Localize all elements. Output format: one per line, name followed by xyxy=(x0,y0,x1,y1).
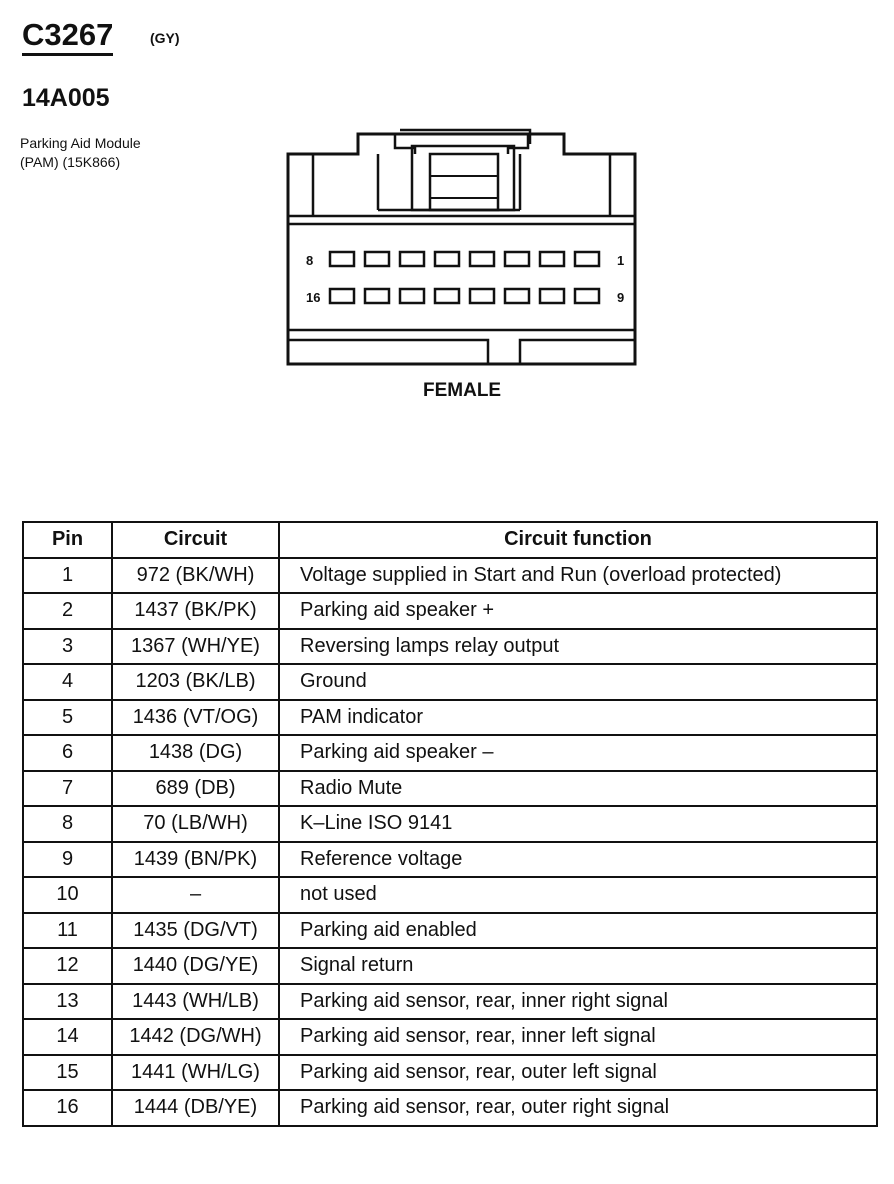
pin-cell: 6 xyxy=(23,735,112,771)
function-cell: Parking aid sensor, rear, outer left signal xyxy=(279,1055,877,1091)
table-row xyxy=(23,771,877,807)
pinout-table xyxy=(22,521,878,1127)
circuit-cell: 1444 (DB/YE) xyxy=(112,1090,279,1126)
cavity-5 xyxy=(435,252,459,266)
pin-cell: 11 xyxy=(23,913,112,949)
pin-label-8: 8 xyxy=(306,253,314,268)
table-row xyxy=(23,735,877,771)
pin-cell: 12 xyxy=(23,948,112,984)
cavity-6 xyxy=(400,252,424,266)
function-cell: K–Line ISO 9141 xyxy=(279,806,877,842)
latch-lines xyxy=(430,176,498,198)
function-cell: Parking aid speaker – xyxy=(279,735,877,771)
function-cell: Ground xyxy=(279,664,877,700)
pin-cell: 4 xyxy=(23,664,112,700)
function-cell: Reference voltage xyxy=(279,842,877,878)
pin-cell: 7 xyxy=(23,771,112,807)
module-name-line-2: (PAM) (15K866) xyxy=(20,154,121,170)
table-row xyxy=(23,948,877,984)
table-row xyxy=(23,700,877,736)
function-cell: Radio Mute xyxy=(279,771,877,807)
table-row xyxy=(23,877,877,913)
table-row xyxy=(23,1055,877,1091)
circuit-cell: 972 (BK/WH) xyxy=(112,558,279,594)
pin-label-1: 1 xyxy=(617,253,625,268)
circuit-cell: 1367 (WH/YE) xyxy=(112,629,279,665)
table-row xyxy=(23,842,877,878)
function-cell: Parking aid sensor, rear, outer right signal xyxy=(279,1090,877,1126)
function-cell: Voltage supplied in Start and Run (overload protected) xyxy=(279,558,877,594)
function-cell: not used xyxy=(279,877,877,913)
function-cell: Parking aid sensor, rear, inner right signal xyxy=(279,984,877,1020)
circuit-cell: 1439 (BN/PK) xyxy=(112,842,279,878)
table-header-row xyxy=(23,522,877,558)
function-cell: Reversing lamps relay output xyxy=(279,629,877,665)
function-cell: Parking aid enabled xyxy=(279,913,877,949)
cavity-14 xyxy=(400,289,424,303)
locking-tab-inner xyxy=(395,134,528,154)
side-wall-right xyxy=(610,154,635,216)
cavity-10 xyxy=(540,289,564,303)
cavity-4 xyxy=(470,252,494,266)
pin-cell: 1 xyxy=(23,558,112,594)
cavity-13 xyxy=(435,289,459,303)
pin-cell: 2 xyxy=(23,593,112,629)
pin-cell: 8 xyxy=(23,806,112,842)
function-cell: PAM indicator xyxy=(279,700,877,736)
connector-color: (GY) xyxy=(150,30,180,46)
table-row xyxy=(23,1090,877,1126)
pin-cell: 13 xyxy=(23,984,112,1020)
circuit-cell: 1440 (DG/YE) xyxy=(112,948,279,984)
circuit-cell: 1441 (WH/LG) xyxy=(112,1055,279,1091)
cavity-2 xyxy=(540,252,564,266)
part-number: 14A005 xyxy=(22,84,110,112)
module-name-line-1: Parking Aid Module xyxy=(20,135,141,151)
cavity-1 xyxy=(575,252,599,266)
table-row xyxy=(23,984,877,1020)
circuit-cell: 1437 (BK/PK) xyxy=(112,593,279,629)
pin-label-16: 16 xyxy=(306,290,321,305)
cavity-15 xyxy=(365,289,389,303)
header-function: Circuit function xyxy=(279,522,877,558)
pin-cell: 5 xyxy=(23,700,112,736)
connector-id: C3267 xyxy=(22,18,113,56)
pin-cell: 10 xyxy=(23,877,112,913)
table-row xyxy=(23,593,877,629)
connector-face-diagram xyxy=(280,128,650,373)
side-wall-left xyxy=(288,154,313,216)
circuit-cell: 1443 (WH/LB) xyxy=(112,984,279,1020)
pin-cell: 15 xyxy=(23,1055,112,1091)
circuit-cell: 1442 (DG/WH) xyxy=(112,1019,279,1055)
cavity-11 xyxy=(505,289,529,303)
pin-cell: 16 xyxy=(23,1090,112,1126)
circuit-cell: 1435 (DG/VT) xyxy=(112,913,279,949)
function-cell: Signal return xyxy=(279,948,877,984)
circuit-cell: 1438 (DG) xyxy=(112,735,279,771)
module-name xyxy=(20,134,141,172)
pin-cell: 9 xyxy=(23,842,112,878)
pin-cell: 14 xyxy=(23,1019,112,1055)
cavity-12 xyxy=(470,289,494,303)
latch-inner xyxy=(430,154,498,210)
circuit-cell: 1436 (VT/OG) xyxy=(112,700,279,736)
connector-gender-label: FEMALE xyxy=(423,380,502,401)
circuit-cell: 1203 (BK/LB) xyxy=(112,664,279,700)
pin-label-9: 9 xyxy=(617,290,625,305)
table-row xyxy=(23,806,877,842)
cavity-16 xyxy=(330,289,354,303)
header-pin: Pin xyxy=(23,522,112,558)
function-cell: Parking aid sensor, rear, inner left signal xyxy=(279,1019,877,1055)
cavity-7 xyxy=(365,252,389,266)
latch-top xyxy=(400,130,530,144)
table-row xyxy=(23,558,877,594)
circuit-cell: 689 (DB) xyxy=(112,771,279,807)
table-row xyxy=(23,1019,877,1055)
cavity-8 xyxy=(330,252,354,266)
cavity-3 xyxy=(505,252,529,266)
header-circuit: Circuit xyxy=(112,522,279,558)
circuit-cell: 70 (LB/WH) xyxy=(112,806,279,842)
table-row xyxy=(23,913,877,949)
pin-cell: 3 xyxy=(23,629,112,665)
cavity-9 xyxy=(575,289,599,303)
bottom-key xyxy=(288,340,635,364)
table-row xyxy=(23,629,877,665)
function-cell: Parking aid speaker + xyxy=(279,593,877,629)
circuit-cell: – xyxy=(112,877,279,913)
pinout-table-body xyxy=(23,558,877,1126)
table-row xyxy=(23,664,877,700)
